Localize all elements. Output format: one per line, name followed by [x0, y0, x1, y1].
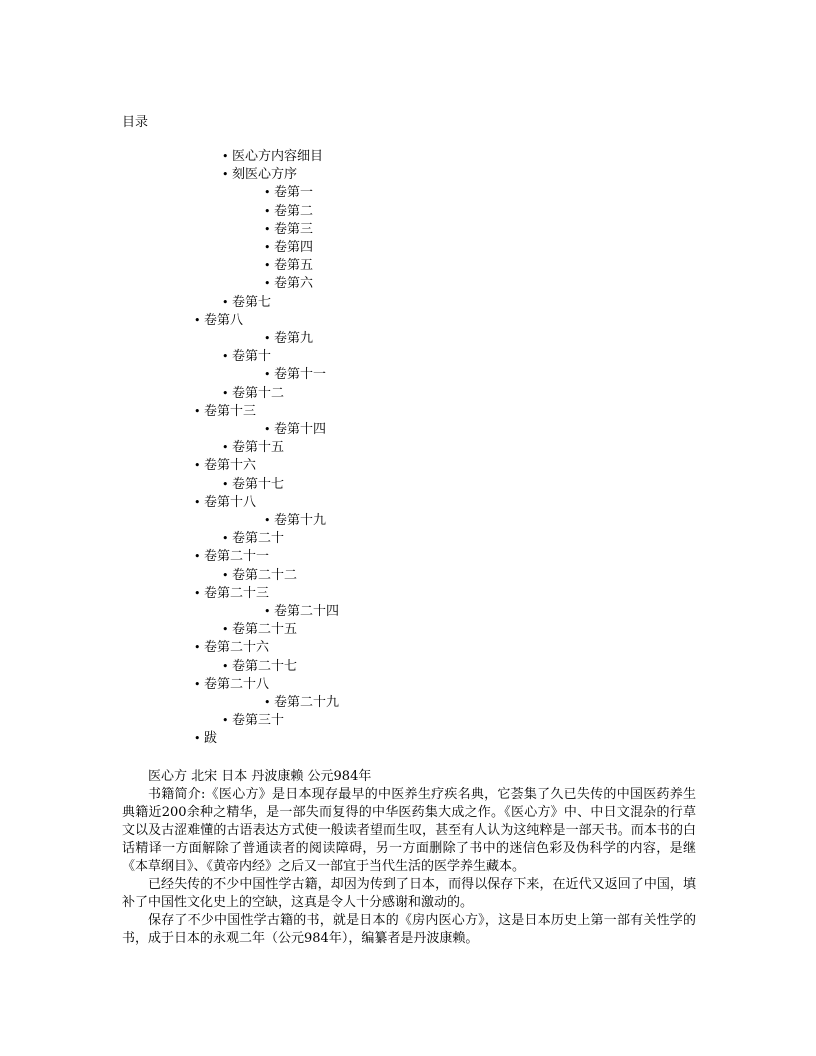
bullet-icon: •: [264, 423, 271, 436]
toc-link-label: 卷第十: [232, 349, 272, 365]
toc-link-label: 刻医心方序: [232, 167, 298, 183]
toc-link[interactable]: [222, 476, 284, 494]
toc-link-label: 卷第十六: [204, 458, 257, 474]
toc-link-label: 卷第七: [232, 294, 272, 310]
toc-link-label: 医心方内容细目: [232, 149, 324, 164]
book-introduction: [122, 768, 696, 948]
toc-link-label: 卷第二十六: [204, 640, 270, 656]
bullet-icon: •: [264, 204, 271, 218]
toc-link[interactable]: [264, 239, 313, 257]
bullet-icon: •: [264, 259, 271, 273]
toc-link-label: 卷第九: [274, 331, 314, 346]
toc-link-label: 卷第五: [274, 258, 314, 274]
bullet-icon: •: [194, 677, 201, 691]
toc-link-label: 卷第二十三: [204, 585, 270, 601]
toc-link[interactable]: [264, 603, 339, 621]
toc-link[interactable]: [194, 676, 269, 694]
toc-link-label: 卷第十九: [274, 513, 327, 528]
toc-link[interactable]: [264, 203, 313, 221]
bullet-icon: •: [194, 641, 201, 655]
bullet-icon: •: [194, 732, 201, 746]
toc-link-label: 卷第十二: [232, 385, 285, 401]
bullet-icon: •: [222, 568, 229, 582]
toc-link-label: 卷第十五: [232, 440, 285, 456]
toc-link-label: 卷第十八: [204, 494, 257, 510]
book-heading-line: 医心方 北宋 日本 丹波康赖 公元984年: [148, 769, 372, 784]
toc-link-label: 卷第六: [274, 276, 314, 292]
toc-link-label: 卷第二十: [232, 531, 285, 547]
toc-link[interactable]: [194, 312, 243, 330]
toc-link[interactable]: [194, 585, 269, 603]
toc-link[interactable]: [194, 639, 269, 657]
paragraph: 已经失传的不少中国性学古籍，却因为传到了日本，而得以保存下来，在近代又返回了中国，填补了中国性文化史上的空缺，这真是令人十分感谢和激动的。: [122, 877, 696, 910]
paragraph: 保存了不少中国性学古籍的书，就是日本的《房内医心方》，这是日本历史上第一部有关性学的书，成于日本的永观二年（公元984年），编纂者是丹波康赖。: [122, 913, 696, 946]
bullet-icon: •: [194, 550, 201, 564]
toc-link-label: 卷第三十: [232, 713, 285, 729]
toc-link-label: 卷第八: [204, 312, 244, 328]
bullet-icon: •: [264, 514, 271, 527]
bullet-icon: •: [222, 714, 229, 728]
toc-link-label: 跋: [204, 731, 218, 747]
toc-link[interactable]: [194, 403, 256, 421]
toc-link-label: 卷第二: [274, 203, 314, 219]
toc-link-label: 卷第十三: [204, 403, 257, 419]
toc-link-label: 卷第二十九: [274, 695, 340, 710]
bullet-icon: •: [222, 386, 229, 400]
toc-link[interactable]: [264, 421, 326, 439]
toc-link-label: 卷第二十八: [204, 676, 270, 692]
bullet-icon: •: [194, 586, 201, 600]
paragraph: 书籍简介:《医心方》是日本现存最早的中医养生疗疾名典，它荟集了久已失传的中国医药养生典籍近200余种之精华，是一部失而复得的中华医药集大成之作。《医心方》中、中日文混杂的行草文以及古涩难懂的古语表达方式使一般读者望而生叹，甚至有人认为这纯粹是一部天书。而本书的白话精译一方面解除了普通读者的阅读障碍，另一方面删除了书中的迷信色彩及伪科学的内容，是继《本草纲目》、《黄帝内经》之后又一部宜于当代生活的医学养生藏本。: [122, 787, 696, 874]
bullet-icon: •: [222, 623, 229, 637]
toc-link[interactable]: [222, 385, 284, 403]
bullet-icon: •: [222, 532, 229, 546]
toc-link-label: 卷第十四: [274, 422, 327, 437]
toc-link[interactable]: [222, 348, 271, 366]
toc-link-label: 卷第二十二: [232, 567, 298, 583]
toc-link-label: 卷第二十五: [232, 622, 298, 638]
toc-link-label: 卷第二十七: [232, 658, 298, 674]
bullet-icon: •: [222, 477, 229, 491]
toc-link[interactable]: [222, 148, 323, 166]
toc-link-label: 卷第一: [274, 185, 314, 201]
bullet-icon: •: [264, 605, 271, 618]
toc-link-label: 卷第二十四: [274, 604, 340, 619]
toc-link[interactable]: [264, 366, 326, 384]
bullet-icon: •: [264, 696, 271, 709]
toc-link[interactable]: [222, 567, 297, 585]
bullet-icon: •: [264, 222, 271, 236]
bullet-icon: •: [264, 332, 271, 345]
toc-link[interactable]: [194, 548, 269, 566]
toc-link[interactable]: [194, 730, 217, 748]
bullet-icon: •: [222, 441, 229, 455]
toc-link[interactable]: [194, 494, 256, 512]
toc-link[interactable]: [264, 184, 313, 202]
toc-link-label: 卷第十一: [274, 367, 327, 383]
toc-link[interactable]: [222, 294, 271, 312]
bullet-icon: •: [194, 459, 201, 473]
toc-link[interactable]: [222, 530, 284, 548]
toc-link[interactable]: [264, 275, 313, 293]
toc-link[interactable]: [194, 457, 256, 475]
toc-link-label: 卷第三: [274, 221, 314, 237]
bullet-icon: •: [264, 277, 271, 291]
toc-link[interactable]: [222, 166, 297, 184]
toc-link[interactable]: [264, 221, 313, 239]
bullet-icon: •: [264, 241, 271, 254]
toc-link[interactable]: [264, 257, 313, 275]
toc-link[interactable]: [222, 621, 297, 639]
bullet-icon: •: [222, 295, 229, 309]
toc-link-label: 卷第四: [274, 240, 314, 255]
bullet-icon: •: [222, 350, 229, 364]
toc-link-label: 卷第二十一: [204, 549, 270, 565]
bullet-icon: •: [222, 150, 229, 163]
toc-link-label: 卷第十七: [232, 476, 285, 492]
toc-link[interactable]: [264, 330, 313, 348]
bullet-icon: •: [194, 313, 201, 327]
bullet-icon: •: [222, 659, 229, 673]
bullet-icon: •: [222, 168, 229, 182]
bullet-icon: •: [194, 404, 201, 418]
toc-link[interactable]: [222, 712, 284, 730]
toc-link[interactable]: [222, 658, 297, 676]
bullet-icon: •: [194, 495, 201, 509]
toc-link[interactable]: [264, 512, 326, 530]
bullet-icon: •: [264, 368, 271, 382]
bullet-icon: •: [264, 186, 271, 200]
toc-link[interactable]: [222, 439, 284, 457]
page-title: 目录: [122, 115, 149, 130]
toc-link[interactable]: [264, 694, 339, 712]
